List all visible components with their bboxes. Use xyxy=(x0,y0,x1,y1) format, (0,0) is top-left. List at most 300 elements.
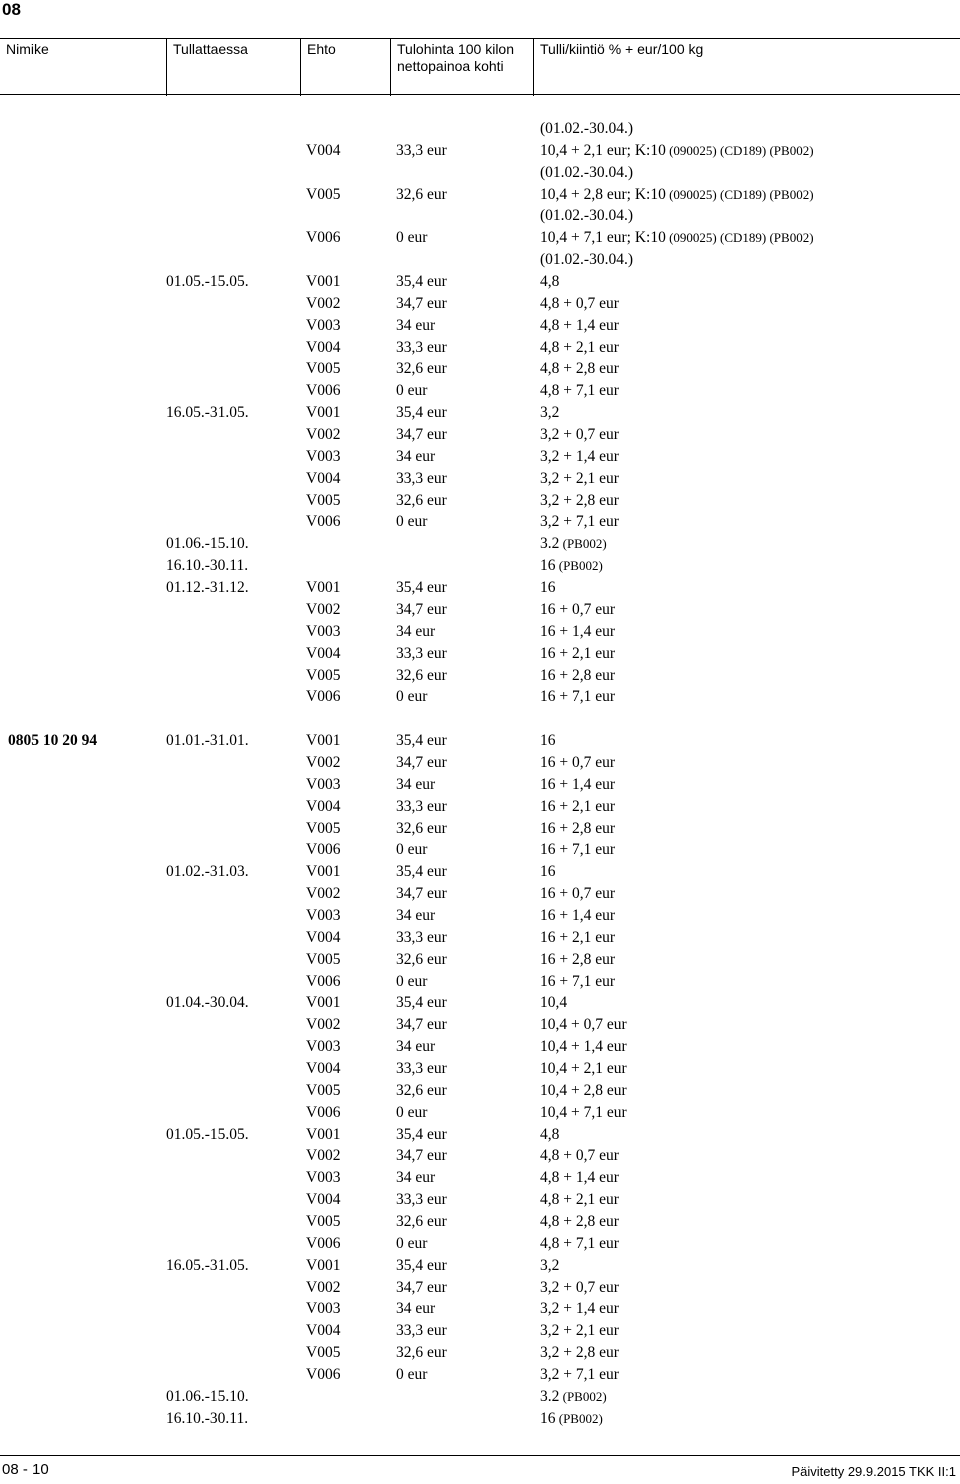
cell-tulohinta-value: 34 eur xyxy=(396,316,436,334)
cell-tulli xyxy=(540,140,814,162)
table-row xyxy=(0,905,960,927)
cell-tulohinta-value: 35,4 eur xyxy=(396,404,447,422)
cell-ehto-value: V005 xyxy=(306,819,341,837)
table-row xyxy=(0,577,960,599)
cell-tulli xyxy=(540,227,814,249)
cell-ehto xyxy=(306,992,340,1014)
cell-tullattaessa-value: 01.04.-30.04. xyxy=(166,994,249,1012)
cell-tulli-value: 4,8 xyxy=(540,273,560,291)
cell-tulli xyxy=(540,1408,603,1430)
cell-tulli-value: 4,8 + 2,1 eur xyxy=(540,338,619,356)
cell-ehto-value: V002 xyxy=(306,294,341,312)
cell-tulli-value: 10,4 + 1,4 eur xyxy=(540,1038,627,1056)
cell-tulohinta xyxy=(396,861,447,883)
cell-ehto xyxy=(306,1036,340,1058)
cell-ehto-value: V005 xyxy=(306,1344,341,1362)
table-row xyxy=(0,883,960,905)
cell-tulohinta xyxy=(396,1036,435,1058)
cell-ehto-value: V001 xyxy=(306,994,341,1012)
cell-ehto xyxy=(306,949,340,971)
cell-tulohinta-value: 32,6 eur xyxy=(396,1344,447,1362)
cell-ehto xyxy=(306,927,340,949)
cell-tulli-value: 10,4 + 2,1 eur; K:10 xyxy=(540,141,666,159)
cell-tulohinta-value: 0 eur xyxy=(396,513,428,531)
cell-tullattaessa-value: 01.02.-31.03. xyxy=(166,863,249,881)
cell-tulli xyxy=(540,446,619,468)
table-row xyxy=(0,949,960,971)
cell-tulli xyxy=(540,1102,627,1124)
cell-tulohinta xyxy=(396,643,447,665)
cell-tulli-value: 3,2 + 2,8 eur xyxy=(540,1344,619,1362)
cell-tulli xyxy=(540,184,814,206)
cell-ehto xyxy=(306,665,340,687)
cell-ehto-value: V005 xyxy=(306,1081,341,1099)
cell-tulohinta xyxy=(396,490,447,512)
table-row xyxy=(0,1102,960,1124)
cell-tulli-value: 4,8 + 0,7 eur xyxy=(540,1147,619,1165)
page-number: 08 xyxy=(2,0,21,19)
cell-ehto-value: V001 xyxy=(306,273,341,291)
cell-ehto-value: V004 xyxy=(306,928,341,946)
cell-tulli-value: 16 xyxy=(540,1409,556,1427)
cell-tulohinta-value: 33,3 eur xyxy=(396,1322,447,1340)
table-row xyxy=(0,971,960,993)
cell-ehto xyxy=(306,227,340,249)
cell-ehto-value: V005 xyxy=(306,1213,341,1230)
header-nimike-line: Nimike xyxy=(6,41,49,57)
table-row xyxy=(0,293,960,315)
cell-tulohinta xyxy=(396,577,447,599)
cell-ehto-value: V005 xyxy=(306,360,341,378)
cell-tulohinta xyxy=(396,337,447,359)
cell-tulli-value: 4,8 + 7,1 eur xyxy=(540,1234,619,1252)
cell-tulli xyxy=(540,1233,619,1255)
cell-tulohinta-value: 34,7 eur xyxy=(396,885,447,903)
cell-ehto xyxy=(306,1211,340,1233)
cell-tulli xyxy=(540,1277,619,1299)
cell-tullattaessa xyxy=(166,992,249,1014)
cell-tulohinta-value: 35,4 eur xyxy=(396,1256,447,1274)
cell-tulli-codes: (PB002) xyxy=(555,558,603,574)
cell-tulohinta xyxy=(396,511,427,533)
table-row xyxy=(0,424,960,446)
table-row xyxy=(0,140,960,162)
cell-tulli xyxy=(540,1036,627,1058)
cell-ehto-value: V006 xyxy=(306,1234,341,1252)
cell-tulli xyxy=(540,643,615,665)
cell-tulli xyxy=(540,118,633,140)
cell-tulli-codes: (090025) (CD189) (PB002) xyxy=(665,142,814,158)
cell-tulohinta xyxy=(396,905,435,927)
cell-tulli xyxy=(540,162,633,184)
cell-tulli xyxy=(540,1014,627,1036)
table-row xyxy=(0,249,960,271)
cell-ehto xyxy=(306,686,340,708)
cell-ehto-value: V003 xyxy=(306,622,341,640)
cell-tullattaessa xyxy=(166,577,249,599)
cell-tulohinta xyxy=(396,424,447,446)
cell-tulohinta-value: 34 eur xyxy=(396,906,436,924)
cell-tulohinta-value: 33,3 eur xyxy=(396,338,447,356)
cell-tulohinta xyxy=(396,227,427,249)
cell-tullattaessa xyxy=(166,730,249,752)
cell-tulohinta-value: 0 eur xyxy=(396,688,428,706)
cell-tulli xyxy=(540,490,619,512)
cell-ehto xyxy=(306,1233,340,1255)
cell-tulohinta-value: 33,3 eur xyxy=(396,141,447,159)
cell-tulli-value: 4,8 + 1,4 eur xyxy=(540,316,619,334)
table-row xyxy=(0,337,960,359)
cell-tulohinta-value: 34 eur xyxy=(396,447,436,465)
cell-tulohinta-value: 32,6 eur xyxy=(396,950,447,968)
table-row xyxy=(0,665,960,687)
cell-ehto xyxy=(306,905,340,927)
cell-ehto xyxy=(306,1124,340,1146)
table-row xyxy=(0,118,960,140)
cell-ehto-value: V003 xyxy=(306,447,341,465)
table-row xyxy=(0,205,960,227)
cell-ehto-value: V001 xyxy=(306,404,341,422)
cell-tulohinta-value: 33,3 eur xyxy=(396,469,447,487)
cell-tulli xyxy=(540,992,567,1014)
cell-tulli-value: 3,2 + 0,7 eur xyxy=(540,1278,619,1296)
cell-tulli xyxy=(540,905,615,927)
cell-tulli-value: 10,4 + 2,8 eur; K:10 xyxy=(540,185,666,203)
table-row xyxy=(0,839,960,861)
cell-ehto xyxy=(306,1255,340,1277)
cell-tulohinta xyxy=(396,1277,447,1299)
table-row xyxy=(0,1189,960,1211)
cell-tulli-codes: (090025) (CD189) (PB002) xyxy=(665,230,814,246)
cell-ehto-value: V006 xyxy=(306,1366,341,1384)
table-row xyxy=(0,315,960,337)
cell-tulohinta-value: 32,6 eur xyxy=(396,185,447,203)
cell-ehto-value: V003 xyxy=(306,1038,341,1056)
table-row xyxy=(0,599,960,621)
table-header xyxy=(0,38,960,95)
table-row xyxy=(0,752,960,774)
cell-tulli xyxy=(540,315,619,337)
cell-ehto-value: V003 xyxy=(306,775,341,793)
cell-ehto xyxy=(306,577,340,599)
cell-tulohinta-value: 0 eur xyxy=(396,1103,428,1121)
cell-tulli-value: 16 xyxy=(540,863,556,881)
cell-tulli xyxy=(540,1058,627,1080)
cell-tulli xyxy=(540,774,615,796)
cell-tullattaessa-value: 01.05.-15.05. xyxy=(166,273,249,291)
cell-tulli-value: (01.02.-30.04.) xyxy=(540,163,633,181)
cell-ehto xyxy=(306,599,340,621)
cell-tulohinta-value: 35,4 eur xyxy=(396,579,447,597)
cell-tulohinta xyxy=(396,752,447,774)
cell-tulohinta xyxy=(396,1189,447,1211)
cell-tulohinta xyxy=(396,315,435,337)
cell-tulohinta xyxy=(396,1298,435,1320)
cell-ehto xyxy=(306,1298,340,1320)
table-row xyxy=(0,992,960,1014)
cell-tulli xyxy=(540,1211,619,1233)
cell-tulohinta-value: 34 eur xyxy=(396,622,436,640)
cell-tulli xyxy=(540,1342,619,1364)
cell-tulohinta xyxy=(396,1145,447,1167)
cell-tulli xyxy=(540,665,615,687)
cell-tulohinta xyxy=(396,271,447,293)
header-ehto xyxy=(300,39,390,96)
cell-ehto xyxy=(306,402,340,424)
cell-ehto xyxy=(306,140,340,162)
cell-tulli xyxy=(540,1364,619,1386)
cell-tulli xyxy=(540,1320,619,1342)
cell-nimike xyxy=(8,730,97,752)
cell-tulli xyxy=(540,949,615,971)
cell-tullattaessa-value: 01.12.-31.12. xyxy=(166,579,249,597)
cell-tulohinta-value: 34 eur xyxy=(396,1038,436,1056)
cell-tulli-value: 16 + 7,1 eur xyxy=(540,688,616,706)
cell-tulohinta-value: 35,4 eur xyxy=(396,273,447,291)
table-row xyxy=(0,380,960,402)
table-row xyxy=(0,708,960,730)
cell-tulli-value: 16 + 2,1 eur xyxy=(540,644,616,662)
cell-tulli-codes: (090025) (CD189) (PB002) xyxy=(665,186,814,202)
cell-ehto-value: V004 xyxy=(306,1322,341,1340)
cell-tulli-value: 16 + 2,8 eur xyxy=(540,950,616,968)
cell-tulli-value: 16 + 2,1 eur xyxy=(540,797,616,815)
cell-tulohinta xyxy=(396,730,447,752)
cell-tulohinta xyxy=(396,1014,447,1036)
cell-tulohinta-value: 35,4 eur xyxy=(396,732,447,750)
cell-ehto xyxy=(306,1080,340,1102)
cell-tullattaessa-value: 01.06.-15.10. xyxy=(166,535,249,553)
cell-tulli-value: 4,8 + 2,8 eur xyxy=(540,360,619,378)
cell-ehto xyxy=(306,621,340,643)
cell-ehto xyxy=(306,1145,340,1167)
table-row xyxy=(0,730,960,752)
header-tullattaessa-line: Tullattaessa xyxy=(173,41,248,57)
cell-tulohinta-value: 34 eur xyxy=(396,1169,436,1187)
cell-tulli xyxy=(540,555,603,577)
cell-tulli xyxy=(540,1124,559,1146)
cell-tulohinta xyxy=(396,1233,427,1255)
cell-ehto-value: V004 xyxy=(306,797,341,815)
cell-tulli-value: 10,4 + 7,1 eur; K:10 xyxy=(540,229,666,247)
cell-tulli-value: 4,8 + 7,1 eur xyxy=(540,382,619,400)
cell-tulli xyxy=(540,380,619,402)
table-row xyxy=(0,1342,960,1364)
cell-ehto-value: V002 xyxy=(306,426,341,444)
cell-tulli-value: 3,2 + 7,1 eur xyxy=(540,513,619,531)
cell-tulli xyxy=(540,577,556,599)
cell-tulohinta xyxy=(396,293,447,315)
cell-tulli xyxy=(540,686,615,708)
cell-ehto xyxy=(306,643,340,665)
header-tulohinta xyxy=(390,39,533,96)
cell-tullattaessa-value: 01.06.-15.10. xyxy=(166,1387,249,1405)
cell-ehto xyxy=(306,315,340,337)
cell-ehto xyxy=(306,271,340,293)
cell-tullattaessa xyxy=(166,861,249,883)
cell-tulli-value: 10,4 + 2,8 eur xyxy=(540,1081,627,1099)
cell-tulli xyxy=(540,796,615,818)
cell-ehto-value: V004 xyxy=(306,338,341,356)
cell-tulohinta-value: 35,4 eur xyxy=(396,1125,447,1143)
table-row xyxy=(0,1255,960,1277)
cell-tulli-value: 16 + 1,4 eur xyxy=(540,906,616,924)
cell-ehto-value: V004 xyxy=(306,1191,341,1209)
cell-ehto xyxy=(306,337,340,359)
cell-ehto-value: V004 xyxy=(306,1059,341,1077)
cell-ehto-value: V005 xyxy=(306,950,341,968)
cell-tullattaessa xyxy=(166,1408,248,1430)
cell-tulohinta xyxy=(396,1167,435,1189)
table-row xyxy=(0,1277,960,1299)
cell-tulli-value: 16 + 0,7 eur xyxy=(540,753,616,771)
cell-tulli-value: 3.2 xyxy=(540,1387,560,1405)
cell-tulohinta-value: 34,7 eur xyxy=(396,1278,447,1296)
cell-ehto xyxy=(306,1342,340,1364)
cell-tulohinta xyxy=(396,949,447,971)
cell-tulli-value: 3,2 + 1,4 eur xyxy=(540,447,619,465)
cell-ehto-value: V002 xyxy=(306,753,341,771)
header-tulli xyxy=(533,39,960,96)
cell-ehto-value: V006 xyxy=(306,972,341,990)
table-row xyxy=(0,818,960,840)
cell-tulohinta xyxy=(396,774,435,796)
cell-tulohinta-value: 34 eur xyxy=(396,775,436,793)
cell-tulli xyxy=(540,358,619,380)
cell-ehto-value: V004 xyxy=(306,469,341,487)
cell-ehto xyxy=(306,818,340,840)
cell-tulohinta xyxy=(396,1102,427,1124)
table-row xyxy=(0,1014,960,1036)
cell-tulohinta-value: 32,6 eur xyxy=(396,1213,447,1230)
cell-ehto-value: V006 xyxy=(306,382,341,400)
table-row xyxy=(0,271,960,293)
cell-tulohinta-value: 35,4 eur xyxy=(396,863,447,881)
cell-ehto-value: V004 xyxy=(306,141,341,159)
table-row xyxy=(0,1320,960,1342)
cell-tulli-value: 4,8 + 1,4 eur xyxy=(540,1169,619,1187)
cell-ehto-value: V002 xyxy=(306,1278,341,1296)
cell-tulli xyxy=(540,468,619,490)
cell-tulohinta-value: 34,7 eur xyxy=(396,294,447,312)
header-tulli-line: Tulli/kiintiö % + eur/100 kg xyxy=(540,41,704,57)
cell-ehto-value: V001 xyxy=(306,1125,341,1143)
cell-ehto xyxy=(306,1102,340,1124)
cell-tulli-value: 16 + 1,4 eur xyxy=(540,622,616,640)
cell-ehto xyxy=(306,752,340,774)
cell-tulli xyxy=(540,883,615,905)
cell-tulohinta xyxy=(396,992,447,1014)
cell-tulohinta-value: 33,3 eur xyxy=(396,928,447,946)
cell-ehto-value: V005 xyxy=(306,491,341,509)
cell-ehto-value: V001 xyxy=(306,1256,341,1274)
cell-ehto-value: V001 xyxy=(306,579,341,597)
cell-tullattaessa-value: 16.05.-31.05. xyxy=(166,404,249,422)
table-row xyxy=(0,402,960,424)
cell-tulohinta xyxy=(396,468,447,490)
table-row xyxy=(0,555,960,577)
header-nimike xyxy=(0,39,166,96)
cell-ehto-value: V006 xyxy=(306,841,341,859)
cell-tulohinta-value: 32,6 eur xyxy=(396,491,447,509)
header-tulohinta-line: Tulohinta 100 kilon xyxy=(397,41,515,57)
footer-updated: Päivitetty 29.9.2015 TKK II:1 xyxy=(791,1464,956,1479)
cell-tulli-value: 16 + 1,4 eur xyxy=(540,775,616,793)
footer-chapter: 08 - 10 xyxy=(2,1461,49,1478)
table-row xyxy=(0,1386,960,1408)
cell-tulli xyxy=(540,511,619,533)
cell-tulli-codes: (PB002) xyxy=(555,1410,603,1426)
cell-tulohinta-value: 33,3 eur xyxy=(396,1059,447,1077)
cell-tulli xyxy=(540,730,556,752)
cell-ehto xyxy=(306,1364,340,1386)
cell-tulli xyxy=(540,861,556,883)
cell-tulohinta-value: 0 eur xyxy=(396,1234,428,1252)
table-row xyxy=(0,162,960,184)
cell-ehto xyxy=(306,730,340,752)
cell-tulli-value: 16 + 0,7 eur xyxy=(540,600,616,618)
cell-tulli xyxy=(540,293,619,315)
cell-ehto-value: V001 xyxy=(306,863,341,881)
cell-tullattaessa-value: 16.05.-31.05. xyxy=(166,1256,249,1274)
cell-tulohinta-value: 33,3 eur xyxy=(396,644,447,662)
cell-ehto xyxy=(306,490,340,512)
cell-tulli-value: 16 + 2,8 eur xyxy=(540,666,616,684)
cell-tulli xyxy=(540,927,615,949)
cell-tulohinta xyxy=(396,380,427,402)
cell-tulohinta xyxy=(396,971,427,993)
cell-ehto-value: V006 xyxy=(306,513,341,531)
cell-tulli-value: 16 xyxy=(540,557,556,575)
header-tulohinta-line: nettopainoa kohti xyxy=(397,58,504,74)
table-row xyxy=(0,468,960,490)
cell-ehto-value: V006 xyxy=(306,688,341,706)
cell-tulli-codes: (PB002) xyxy=(559,536,607,552)
cell-tulohinta-value: 0 eur xyxy=(396,972,428,990)
cell-tulohinta xyxy=(396,839,427,861)
cell-tulohinta xyxy=(396,1342,447,1364)
cell-tullattaessa xyxy=(166,555,248,577)
cell-tulli xyxy=(540,424,619,446)
cell-ehto xyxy=(306,380,340,402)
cell-tulohinta xyxy=(396,1255,447,1277)
cell-tulli-value: 3,2 xyxy=(540,404,560,422)
cell-tulli-value: 3,2 xyxy=(540,1256,560,1274)
cell-ehto-value: V002 xyxy=(306,1016,341,1034)
table-row xyxy=(0,1145,960,1167)
table-row xyxy=(0,490,960,512)
cell-tulohinta xyxy=(396,1320,447,1342)
cell-tullattaessa xyxy=(166,402,249,424)
cell-tulli-value: 16 + 2,1 eur xyxy=(540,928,616,946)
table-row xyxy=(0,1408,960,1430)
cell-tulohinta-value: 33,3 eur xyxy=(396,1191,447,1209)
cell-ehto-value: V004 xyxy=(306,644,341,662)
cell-tullattaessa xyxy=(166,1386,249,1408)
cell-tulohinta-value: 34,7 eur xyxy=(396,753,447,771)
cell-tulli xyxy=(540,1167,619,1189)
cell-tulli-value: (01.02.-30.04.) xyxy=(540,207,633,225)
cell-ehto-value: V003 xyxy=(306,316,341,334)
cell-tullattaessa-value: 01.01.-31.01. xyxy=(166,732,249,750)
cell-tulohinta xyxy=(396,1058,447,1080)
table-row xyxy=(0,1124,960,1146)
cell-ehto xyxy=(306,424,340,446)
table-row xyxy=(0,927,960,949)
cell-tulohinta xyxy=(396,665,447,687)
cell-ehto-value: V001 xyxy=(306,732,341,750)
header-ehto-line: Ehto xyxy=(307,41,336,57)
